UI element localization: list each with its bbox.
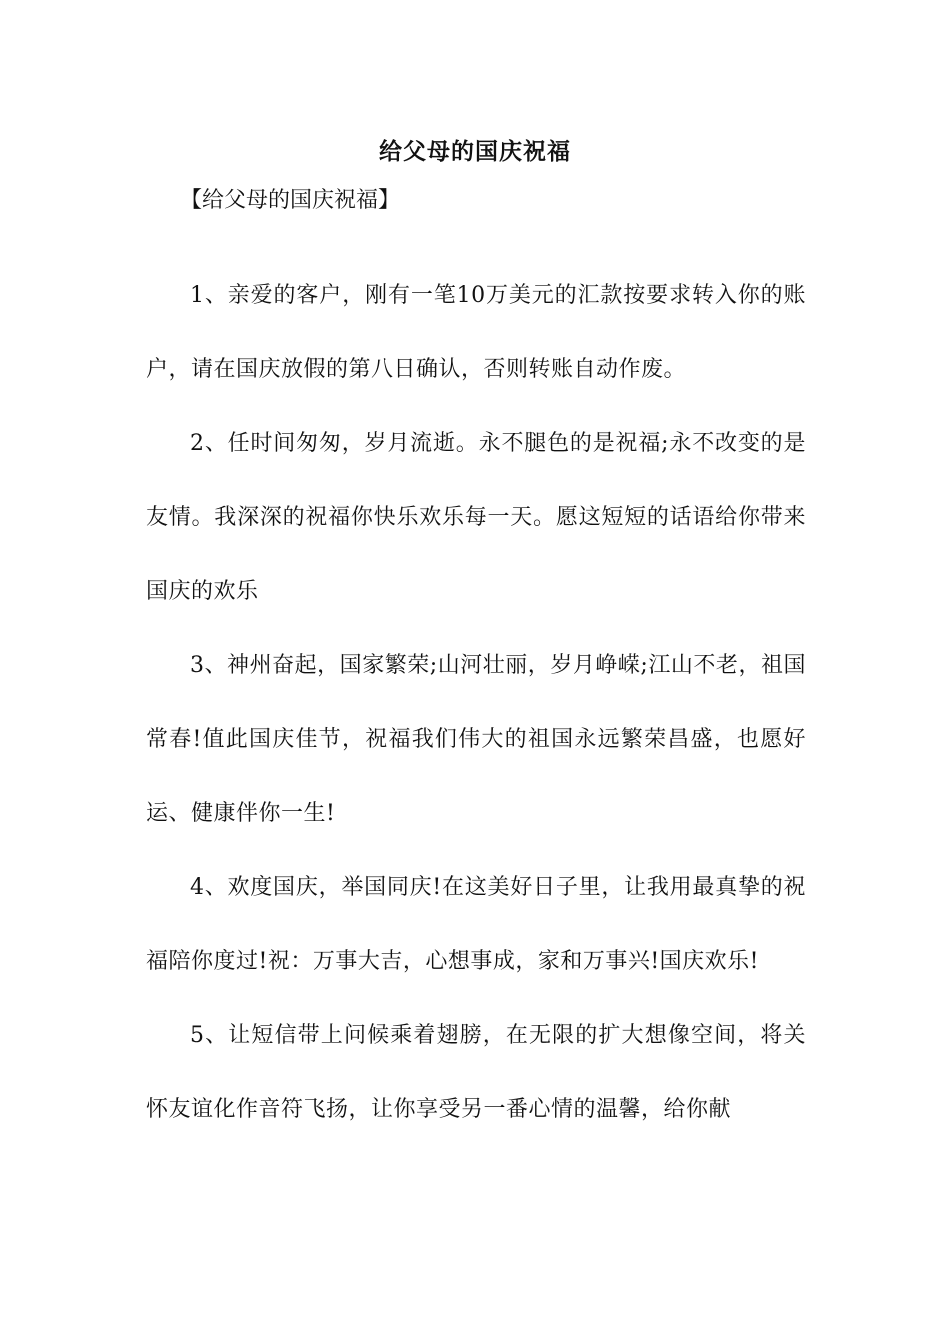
document-body xyxy=(146,259,806,1147)
section-heading: 【给父母的国庆祝福】 xyxy=(180,188,401,213)
paragraph-1: 1、亲爱的客户，刚有一笔10万美元的汇款按要求转入你的账户，请在国庆放假的第八日确认，否则转账自动作废。 xyxy=(146,283,806,382)
paragraph-2: 2、任时间匆匆，岁月流逝。永不腿色的是祝福;永不改变的是友情。我深深的祝福你快乐欢乐每一天。愿这短短的话语给你带来国庆的欢乐 xyxy=(146,431,806,604)
paragraph-4: 4、欢度国庆，举国同庆!在这美好日子里，让我用最真挚的祝福陪你度过!祝：万事大吉，心想事成，家和万事兴!国庆欢乐! xyxy=(146,875,806,974)
paragraph-3: 3、神州奋起，国家繁荣;山河壮丽，岁月峥嵘;江山不老，祖国常春!值此国庆佳节，祝福我们伟大的祖国永远繁荣昌盛，也愿好运、健康伴你一生! xyxy=(146,653,806,826)
page-title: 给父母的国庆祝福 xyxy=(379,138,571,165)
paragraph-5: 5、让短信带上问候乘着翅膀，在无限的扩大想像空间，将关怀友谊化作音符飞扬，让你享受另一番心情的温馨，给你献 xyxy=(146,1023,806,1122)
